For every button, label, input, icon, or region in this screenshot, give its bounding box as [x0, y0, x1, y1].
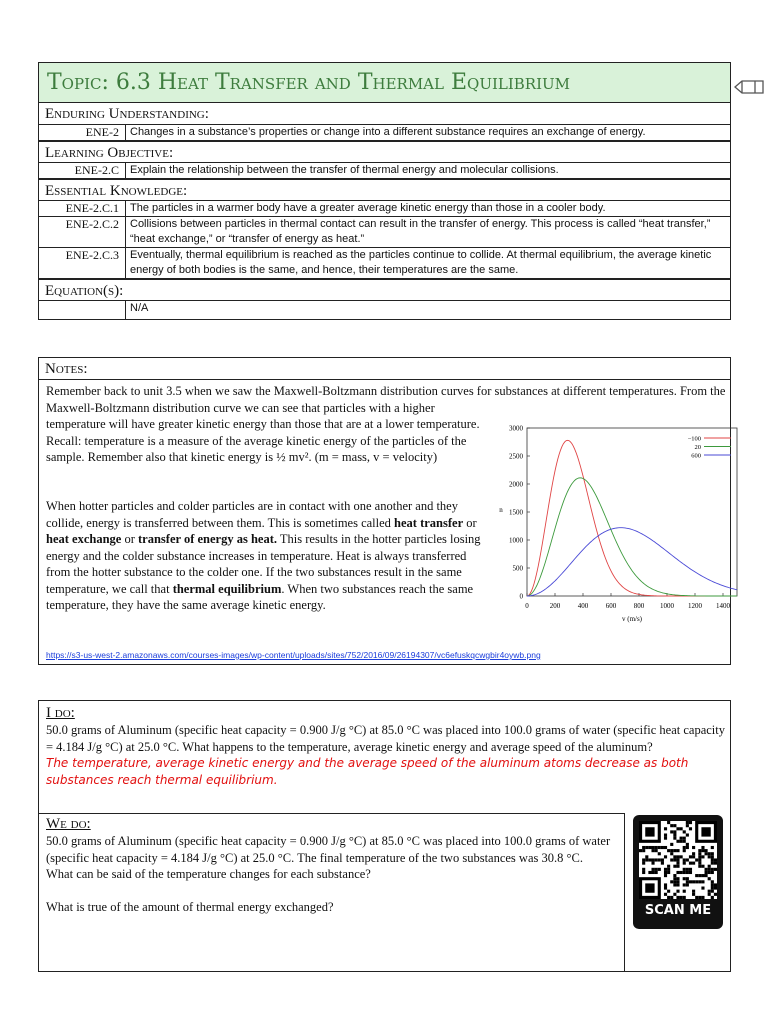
- standard-code: ENE-2.C.2: [39, 217, 126, 247]
- ido-question: 50.0 grams of Aluminum (specific heat capacity = 0.900 J/g °C) at 85.0 °C was placed into 100.0 grams of water (specific heat capacity = 4.184 J/g °C) at 25.0 °C. What happens to the temperature, average kinetic energy and average speed of the aluminum?: [46, 723, 726, 754]
- maxwell-boltzmann-chart: [491, 420, 753, 630]
- notes-heading: Notes:: [39, 358, 730, 380]
- x-tick-label: 0: [525, 602, 529, 610]
- term-heat-exchange: heat exchange: [46, 532, 122, 546]
- text-run: This results in the hotter particles losing energy and the colder substance increases in temperature. Heat is always transferred from the hotter substance to the colder one. If the two substances result in the same temperature, we call that: [46, 532, 481, 596]
- x-tick-label: 1200: [688, 602, 702, 610]
- enduring-heading: Enduring Understanding:: [39, 103, 730, 125]
- wedo-question-1: What can be said of the temperature changes for each substance?: [46, 867, 371, 881]
- practice-box: [38, 700, 731, 972]
- standard-code: ENE-2: [39, 125, 126, 140]
- equation-code: [39, 301, 126, 319]
- standard-text: The particles in a warmer body have a greater average kinetic energy than those in a cooler body.: [130, 202, 606, 214]
- standard-code: ENE-2.C.1: [39, 201, 126, 216]
- text-run: When hotter particles and colder particles are in contact with one another and they collide, energy is transferred between them. This is sometimes called: [46, 499, 458, 530]
- standard-text: Collisions between particles in thermal contact can result in the transfer of energy. This process is called “heat transfer,” “heat exchange,” or “transfer of energy as heat.”: [130, 218, 711, 245]
- standard-text: Eventually, thermal equilibrium is reached as the particles continue to collide. At thermal equilibrium, the average kinetic energy of both bodies is the same, and hence, their temperatures are the same.: [130, 249, 712, 276]
- qr-code[interactable]: [633, 815, 723, 929]
- x-tick-label: 800: [633, 602, 645, 610]
- knowledge-row: [39, 201, 730, 217]
- wedo-heading: We do:: [46, 816, 91, 832]
- equation-heading: Equation(s):: [39, 279, 730, 301]
- scan-me-label: SCAN ME: [644, 903, 712, 918]
- topic-table: [38, 62, 731, 320]
- standard-code: ENE-2.C: [39, 163, 126, 178]
- y-axis-label: n: [499, 506, 503, 514]
- x-tick-label: 200: [549, 602, 561, 610]
- standard-text: Explain the relationship between the transfer of thermal energy and molecular collisions.: [130, 164, 559, 176]
- pencil-icon: [733, 78, 765, 96]
- x-tick-label: 400: [577, 602, 589, 610]
- term-thermal-equilibrium: thermal equilibrium: [172, 581, 282, 596]
- ido-answer: The temperature, average kinetic energy and the average speed of the aluminum atoms decrease as both substances reach thermal equilibrium.: [46, 756, 689, 787]
- notes-paragraph-2: temperature will have greater kinetic energy than those that are at a lower temperature. Recall: temperature is a measure of the average kinetic energy of the particles of the sample. Remember also that kinetic energy is ½ mv². (m = mass, v = velocity): [46, 417, 480, 464]
- y-tick-label: 1000: [509, 536, 523, 545]
- x-tick-label: 600: [605, 602, 617, 610]
- objective-row: [39, 163, 730, 179]
- y-tick-label: 0: [519, 592, 523, 601]
- wedo-question-2: What is true of the amount of thermal energy exchanged?: [46, 899, 334, 914]
- text-run: . When two substances reach the same temperature, they have the same average kinetic energy.: [46, 581, 474, 612]
- source-link[interactable]: https://s3-us-west-2.amazonaws.com/courses-images/wp-content/uploads/sites/752/2016/09/26194307/vc6efuskqcwgbir4oywb.png: [46, 650, 541, 660]
- wedo-problem: 50.0 grams of Aluminum (specific heat capacity = 0.900 J/g °C) at 85.0 °C was placed into 100.0 grams of water (specific heat capacity = 4.184 J/g °C) at 25.0 °C. The final temperature of the two substances was 30.8 °C.: [46, 834, 611, 865]
- equation-row: [39, 301, 730, 319]
- equation-text: N/A: [130, 302, 149, 314]
- x-tick-label: 1400: [716, 602, 730, 610]
- standard-code: ENE-2.C.3: [39, 248, 126, 278]
- qr-code-icon: [639, 821, 717, 899]
- term-heat-transfer: heat transfer: [394, 515, 464, 530]
- y-tick-label: 3000: [509, 424, 523, 433]
- term-transfer-energy: transfer of energy as heat.: [138, 532, 277, 546]
- enduring-row: [39, 125, 730, 141]
- knowledge-heading: Essential Knowledge:: [39, 179, 730, 201]
- ido-heading: I do:: [46, 705, 75, 721]
- y-tick-label: 2500: [509, 452, 523, 461]
- notes-paragraph-3: [46, 498, 486, 614]
- text-run: or: [463, 515, 477, 530]
- knowledge-row: [39, 248, 730, 279]
- knowledge-row: [39, 217, 730, 248]
- legend-label: −100: [687, 435, 701, 443]
- objective-heading: Learning Objective:: [39, 141, 730, 163]
- legend-label: 600: [691, 452, 701, 460]
- y-tick-label: 500: [512, 564, 523, 573]
- x-tick-label: 1000: [660, 602, 674, 610]
- y-tick-label: 2000: [509, 480, 523, 489]
- topic-title: Topic: 6.3 Heat Transfer and Thermal Equilibrium: [39, 63, 730, 103]
- legend-label: 20: [694, 444, 701, 451]
- notes-box: [38, 357, 731, 665]
- series-line: [527, 528, 737, 596]
- ido-section: [46, 705, 730, 789]
- wedo-section: [39, 813, 625, 971]
- notes-paragraph-1: Remember back to unit 3.5 when we saw the Maxwell-Boltzmann distribution curves for substances at different temperatures. From the Maxwell-Boltzmann distribution curve we can see that particles with a higher: [46, 384, 726, 415]
- x-axis-label: v (m/s): [621, 615, 643, 623]
- standard-text: Changes in a substance’s properties or change into a different substance requires an exchange of energy.: [130, 126, 646, 138]
- text-run: or: [121, 532, 139, 546]
- y-tick-label: 1500: [509, 508, 523, 517]
